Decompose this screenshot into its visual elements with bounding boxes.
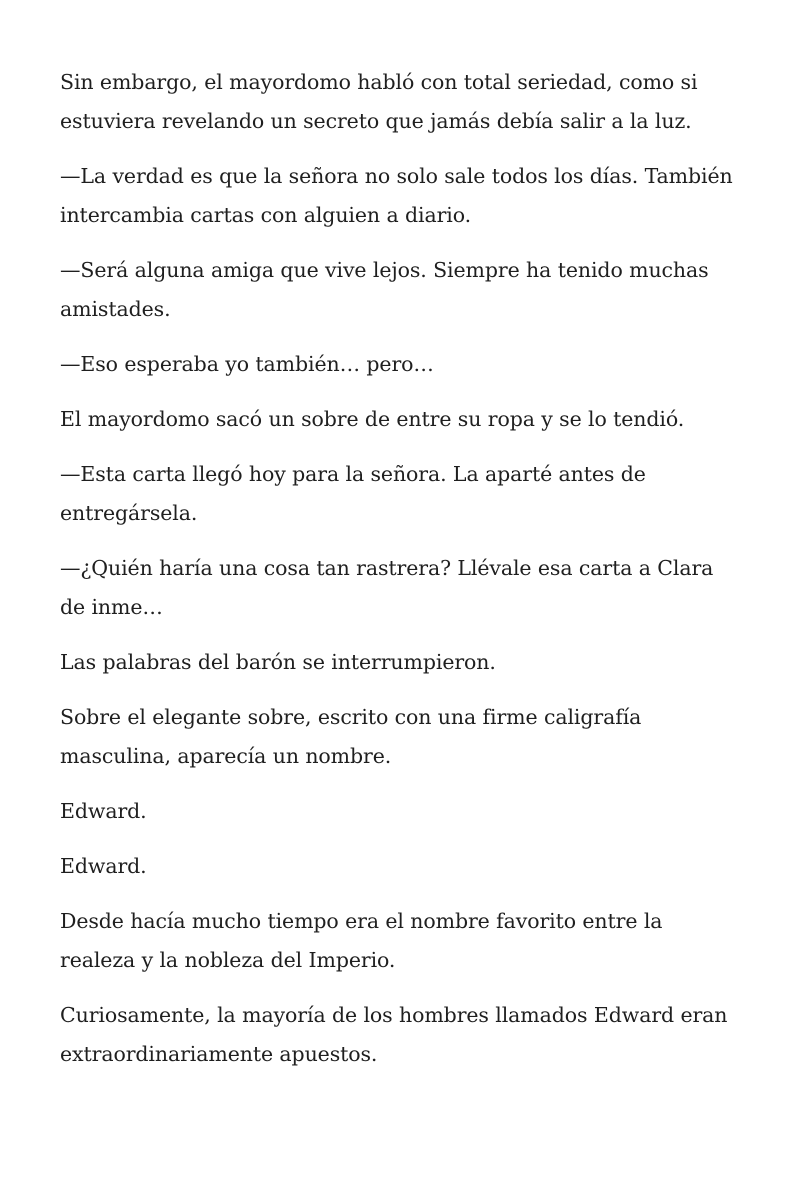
paragraph: —¿Quién haría una cosa tan rastrera? Llévale esa carta a Clara de inme… [60,556,714,619]
paragraph: Edward. [60,854,147,878]
paragraph: —Esta carta llegó hoy para la señora. La aparté antes de entregársela. [60,462,646,525]
paragraph: Sin embargo, el mayordomo habló con total seriedad, como si estuviera revelando un secreto que jamás debía salir a la luz. [60,70,698,133]
paragraph: Edward. [60,799,147,823]
paragraph: —Será alguna amiga que vive lejos. Siempre ha tenido muchas amistades. [60,258,709,321]
paragraph: Desde hacía mucho tiempo era el nombre favorito entre la realeza y la nobleza del Imperio. [60,909,663,972]
paragraph: —La verdad es que la señora no solo sale todos los días. También intercambia cartas con alguien a diario. [60,164,733,227]
paragraph: —Eso esperaba yo también… pero… [60,352,434,376]
paragraph: Curiosamente, la mayoría de los hombres llamados Edward eran extraordinariamente apuestos. [60,1003,728,1066]
paragraph: El mayordomo sacó un sobre de entre su ropa y se lo tendió. [60,407,685,431]
paragraph: Las palabras del barón se interrumpieron. [60,650,496,674]
paragraph: Sobre el elegante sobre, escrito con una firme caligrafía masculina, aparecía un nombre. [60,705,642,768]
